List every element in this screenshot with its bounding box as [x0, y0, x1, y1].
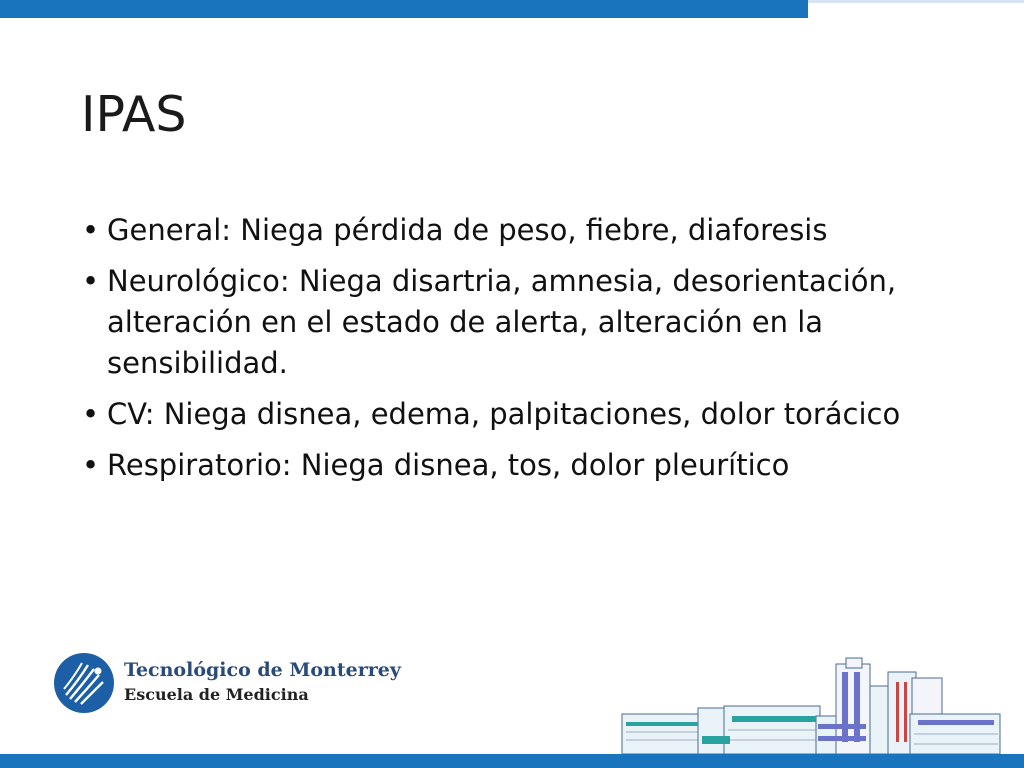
institution-name: Tecnológico de Monterrey	[124, 659, 401, 681]
bullet-item-neurologico	[82, 261, 962, 384]
bullet-glyph: •	[82, 264, 100, 298]
bullet-text: Respiratorio: Niega disnea, tos, dolor pleurítico	[107, 448, 790, 482]
bullet-item-cv	[82, 394, 962, 435]
bullet-list	[82, 210, 962, 496]
bullet-glyph: •	[82, 213, 100, 247]
bullet-glyph: •	[82, 397, 100, 431]
campus-buildings-illustration	[620, 656, 1010, 756]
top-accent-bar-light	[808, 0, 1024, 3]
bullet-text: General: Niega pérdida de peso, fiebre, diaforesis	[107, 213, 828, 247]
bullet-glyph: •	[82, 448, 100, 482]
bullet-item-respiratorio	[82, 445, 962, 486]
school-name: Escuela de Medicina	[124, 685, 309, 704]
bullet-item-general	[82, 210, 962, 251]
slide-title: IPAS	[81, 86, 187, 143]
tec-de-monterrey-seal-icon	[52, 651, 116, 715]
bullet-text: CV: Niega disnea, edema, palpitaciones, dolor torácico	[107, 397, 901, 431]
top-accent-bar	[0, 0, 808, 18]
bullet-text: Neurológico: Niega disartria, amnesia, desorientación, alteración en el estado de alerta, alteración en la sensibilidad.	[107, 264, 897, 380]
bottom-accent-bar	[0, 754, 1024, 768]
institution-logo	[52, 651, 401, 717]
